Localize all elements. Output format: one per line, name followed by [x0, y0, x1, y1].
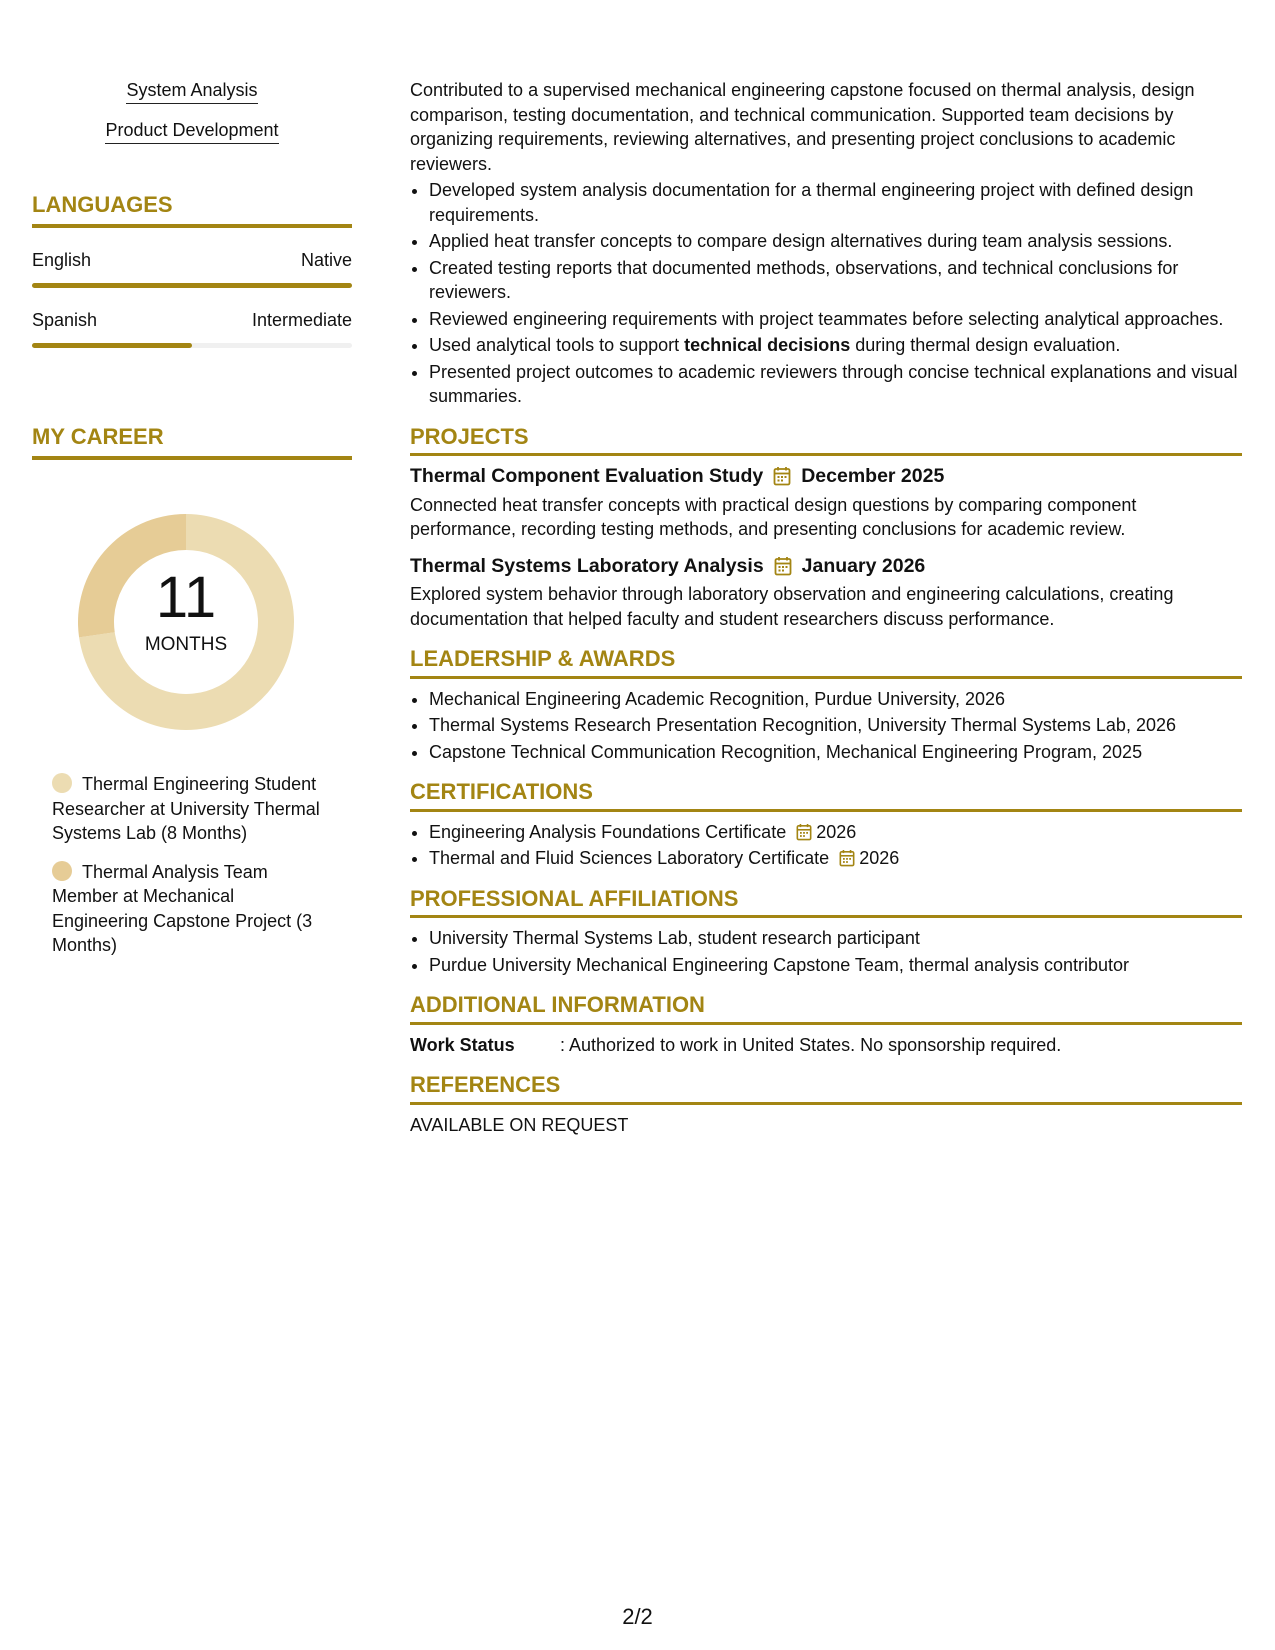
- main-content: [410, 78, 1242, 1137]
- cert-name: • Engineering Analysis Foundations Certificate: [429, 821, 787, 842]
- work-status-value: : Authorized to work in United States. No sponsorship required.: [560, 1034, 1062, 1055]
- list-item: • Used analytical tools to support technical decisions during thermal design evaluation.: [429, 333, 1242, 358]
- legend-dot: [52, 773, 72, 793]
- leadership-heading: LEADERSHIP & AWARDS: [410, 647, 1242, 679]
- career-item: Thermal Analysis Team Member at Mechanical Engineering Capstone Project (3 Months): [52, 861, 313, 955]
- language-level: Intermediate: [251, 310, 352, 330]
- list-item: [429, 846, 1242, 871]
- project-date: December 2025: [801, 465, 945, 487]
- languages-heading: LANGUAGES: [32, 192, 352, 228]
- project-description: Connected heat transfer concepts with practical design questions by comparing component performance, recording testing methods, and presenting conclusions for academic review.: [410, 494, 1137, 539]
- skill-item: Product Development: [32, 120, 352, 144]
- project-title: Thermal Systems Laboratory Analysis: [410, 554, 764, 577]
- project-title: Thermal Component Evaluation Study: [410, 465, 764, 487]
- list-item: • Thermal Systems Research Presentation Recognition, University Thermal Systems Lab, 2026: [429, 713, 1242, 738]
- calendar-icon: [796, 823, 812, 841]
- career-total: 11: [155, 565, 217, 630]
- calendar-icon: [774, 556, 792, 576]
- calendar-icon: [839, 849, 855, 867]
- list-item: • Purdue University Mechanical Engineering Capstone Team, thermal analysis contributor: [429, 953, 1242, 978]
- list-item: [429, 820, 1242, 845]
- sidebar: [32, 80, 352, 972]
- affiliations-heading: PROFESSIONAL AFFILIATIONS: [410, 887, 1242, 919]
- project-date: January 2026: [801, 554, 926, 577]
- experience-bullets: [410, 178, 1242, 409]
- language-spanish: [32, 310, 352, 348]
- cert-date: 2026: [859, 848, 900, 868]
- project-item: [410, 554, 1242, 632]
- language-bar: [32, 283, 352, 288]
- work-status-row: [410, 1033, 1242, 1058]
- language-name: Spanish: [32, 310, 98, 330]
- summary: Contributed to a supervised mechanical engineering capstone focused on thermal analysis, design comparison, testing documentation, and technical communication. Supported team decisions by organizing requirements, reviewing alternatives, and presenting project conclusions to academic reviewers.: [410, 80, 1195, 174]
- cert-date: 2026: [816, 821, 857, 842]
- list-item: • Presented project outcomes to academic reviewers through concise technical explanations and visual summaries.: [429, 360, 1242, 409]
- skill-item: System Analysis: [32, 80, 352, 104]
- list-item: • Applied heat transfer concepts to compare design alternatives during team analysis sessions.: [429, 229, 1242, 254]
- references-value: AVAILABLE ON REQUEST: [410, 1114, 629, 1135]
- calendar-icon: [773, 466, 791, 486]
- list-item: • Developed system analysis documentation for a thermal engineering project with defined design requirements.: [429, 178, 1242, 227]
- leadership-list: [410, 687, 1242, 765]
- list-item: • Capstone Technical Communication Recognition, Mechanical Engineering Program, 2025: [429, 740, 1242, 765]
- language-name: English: [32, 250, 92, 270]
- language-bar: [32, 343, 352, 348]
- career-heading: MY CAREER: [32, 424, 352, 460]
- page-number: 2/2: [622, 1604, 653, 1629]
- language-level: Native: [300, 250, 352, 270]
- career-item: Thermal Engineering Student Researcher at University Thermal Systems Lab (8 Months): [52, 774, 320, 843]
- career-donut: [66, 502, 306, 742]
- list-item: • Reviewed engineering requirements with project teammates before selecting analytical approaches.: [429, 307, 1242, 332]
- legend-dot: [52, 861, 72, 881]
- certifications-heading: CERTIFICATIONS: [410, 780, 1242, 812]
- additional-info-heading: ADDITIONAL INFORMATION: [410, 993, 1242, 1025]
- projects-heading: PROJECTS: [410, 425, 1242, 457]
- language-english: [32, 250, 352, 288]
- project-item: [410, 464, 1242, 542]
- references-heading: REFERENCES: [410, 1073, 1242, 1105]
- career-unit: MONTHS: [144, 634, 228, 655]
- cert-name: • Thermal and Fluid Sciences Laboratory Certificate: [429, 848, 830, 868]
- list-item: • University Thermal Systems Lab, student research participant: [429, 926, 1242, 951]
- list-item: • Created testing reports that documented methods, observations, and technical conclusions for reviewers.: [429, 256, 1242, 305]
- affiliations-list: [410, 926, 1242, 977]
- certifications-list: [410, 820, 1242, 871]
- list-item: • Mechanical Engineering Academic Recognition, Purdue University, 2026: [429, 687, 1242, 712]
- project-description: Explored system behavior through laboratory observation and engineering calculations, creating documentation that helped faculty and student researchers discuss performance.: [410, 584, 1174, 629]
- work-status-label: Work Status: [410, 1034, 515, 1055]
